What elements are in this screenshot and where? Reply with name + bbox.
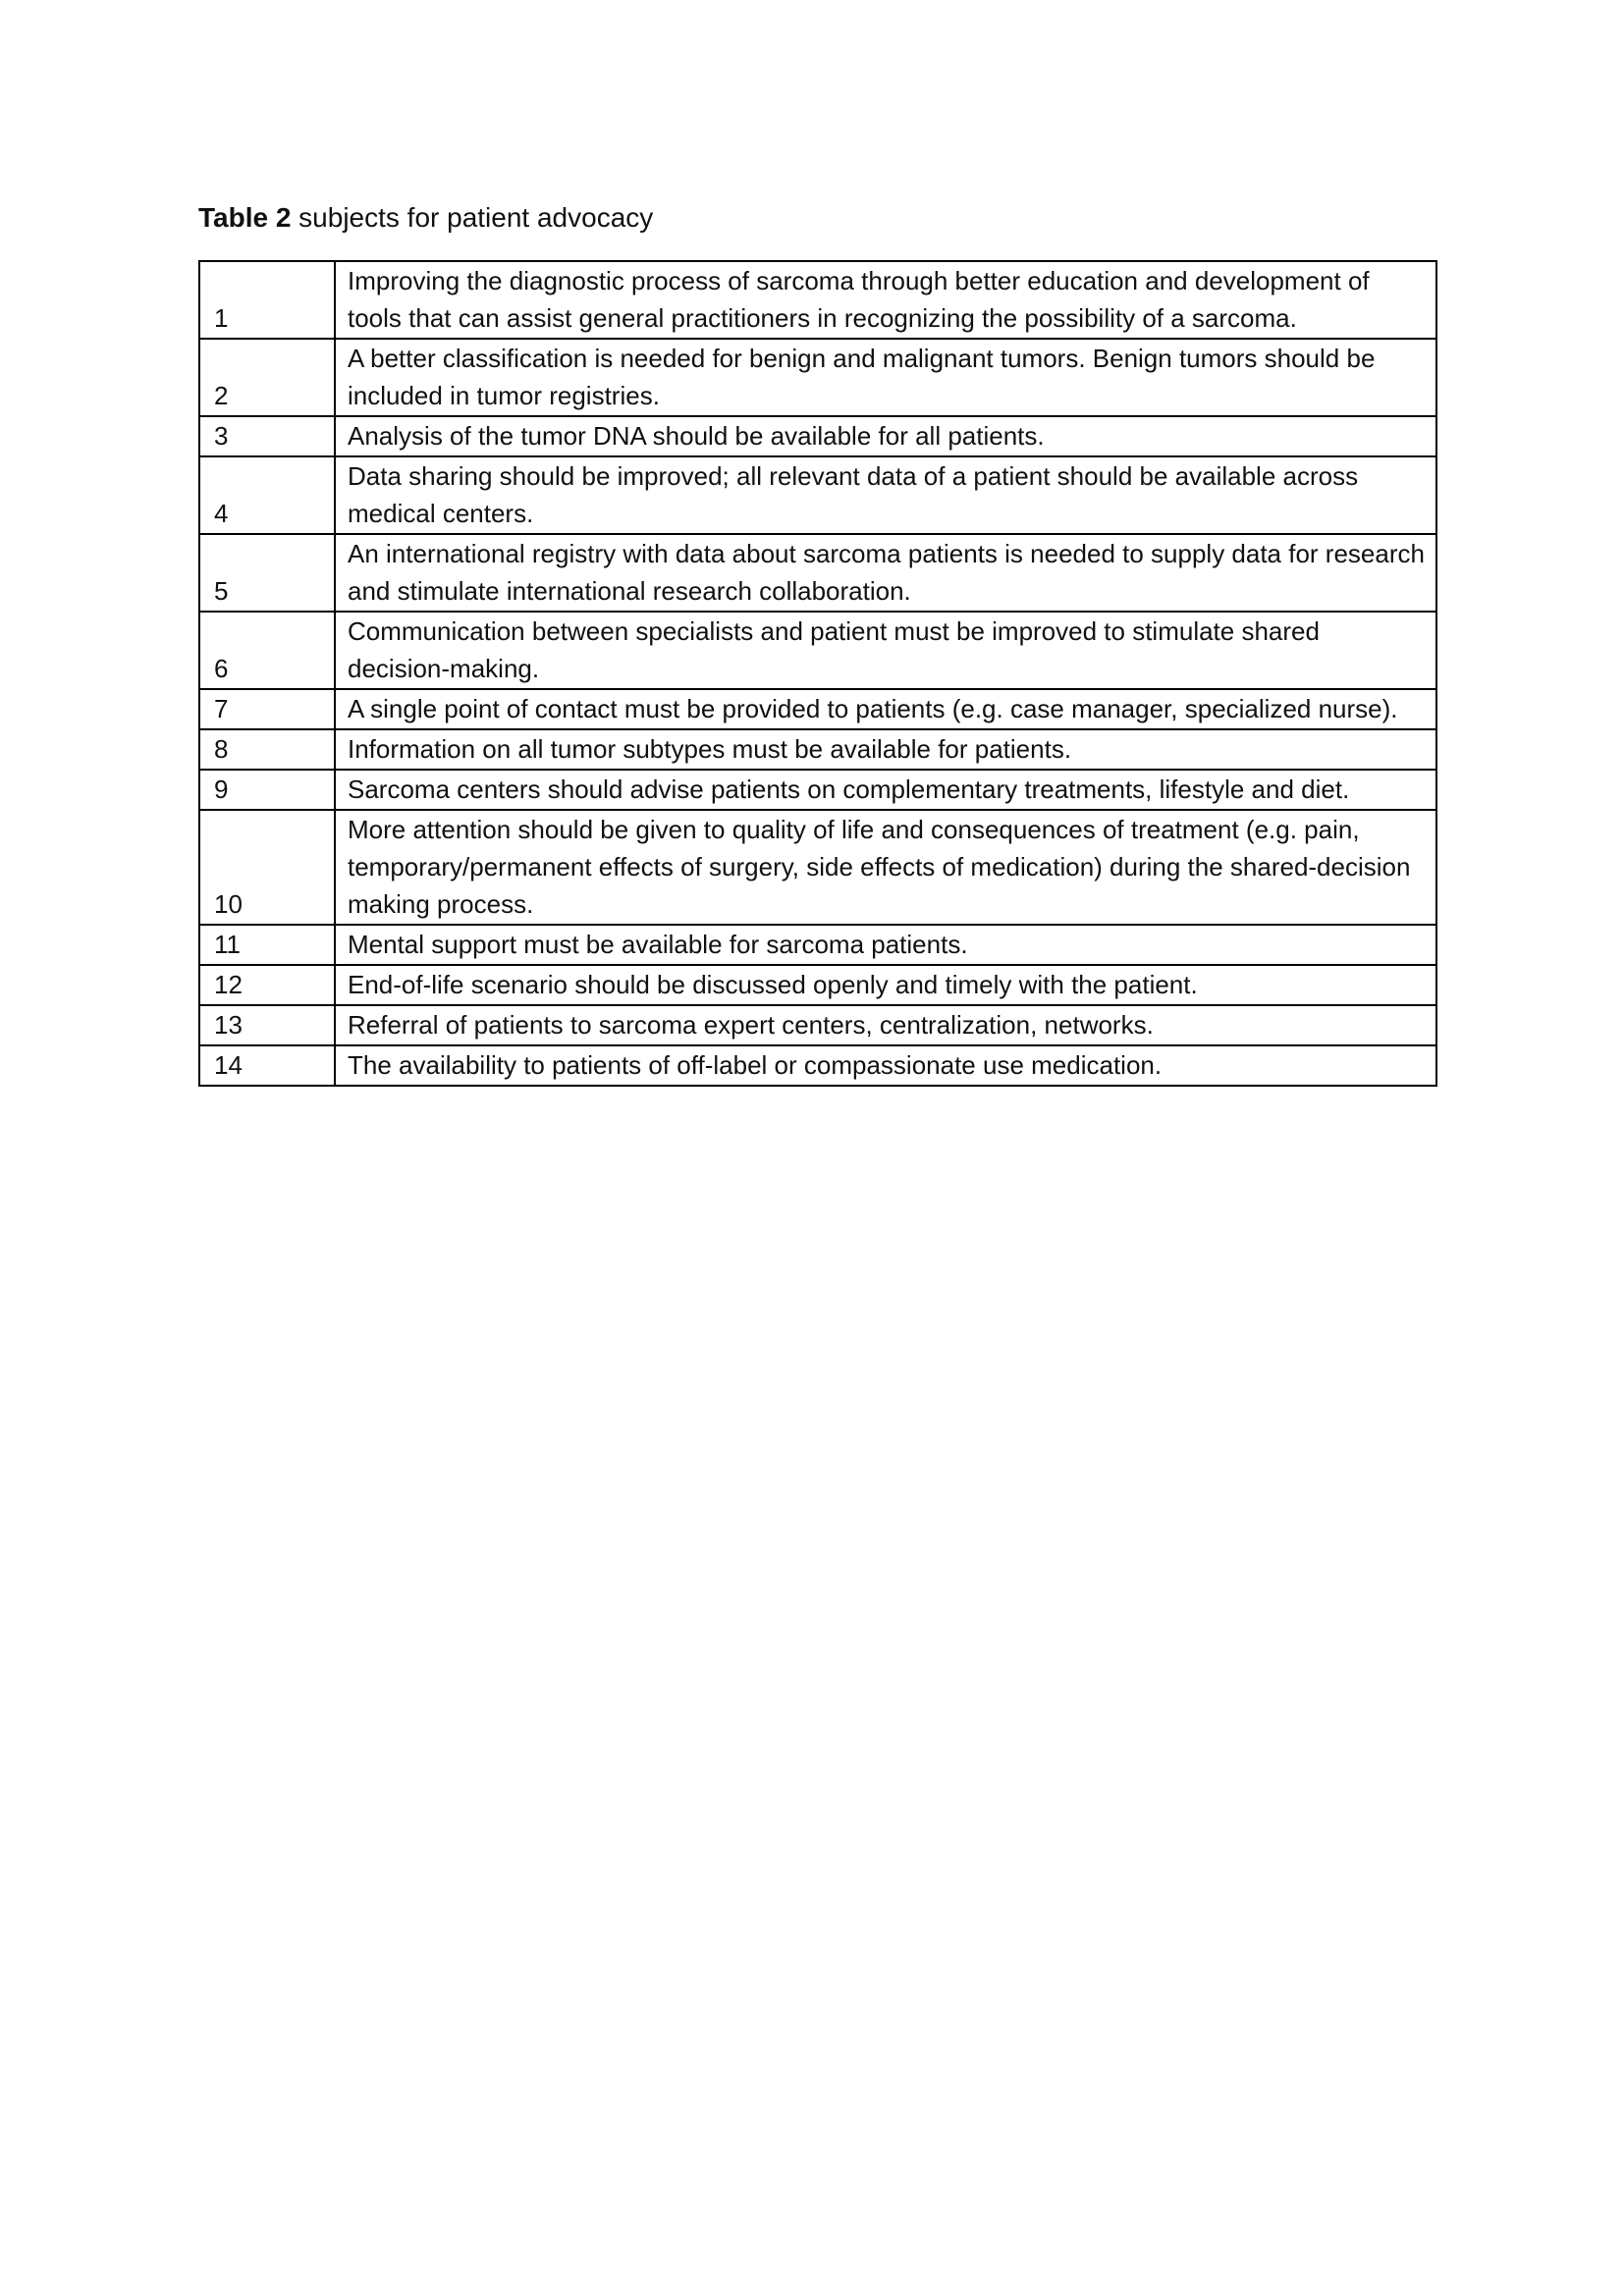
row-subject: Referral of patients to sarcoma expert centers, centralization, networks. [335, 1005, 1436, 1045]
table-row [199, 925, 1436, 965]
row-number: 4 [199, 456, 335, 534]
table-row [199, 261, 1436, 339]
row-number: 6 [199, 612, 335, 689]
table-row [199, 339, 1436, 416]
table-caption-label: Table 2 [198, 202, 292, 233]
table-row [199, 456, 1436, 534]
row-number: 3 [199, 416, 335, 456]
row-number: 12 [199, 965, 335, 1005]
row-subject: Sarcoma centers should advise patients on complementary treatments, lifestyle and diet. [335, 770, 1436, 810]
row-number: 13 [199, 1005, 335, 1045]
advocacy-subjects-table [198, 260, 1437, 1087]
row-number: 8 [199, 729, 335, 770]
row-number: 14 [199, 1045, 335, 1086]
table-row [199, 810, 1436, 925]
row-subject: Communication between specialists and patient must be improved to stimulate shared decision-making. [335, 612, 1436, 689]
row-subject: A better classification is needed for benign and malignant tumors. Benign tumors should be included in tumor registries. [335, 339, 1436, 416]
table-row [199, 416, 1436, 456]
table-row [199, 534, 1436, 612]
table-row [199, 770, 1436, 810]
row-subject: More attention should be given to quality of life and consequences of treatment (e.g. pain, temporary/permanent effects of surgery, side effects of medication) during the shared-decision making process. [335, 810, 1436, 925]
table-body [199, 261, 1436, 1086]
table-caption-text: subjects for patient advocacy [291, 202, 654, 233]
table-row [199, 612, 1436, 689]
row-number: 1 [199, 261, 335, 339]
row-subject: End-of-life scenario should be discussed openly and timely with the patient. [335, 965, 1436, 1005]
row-subject: Data sharing should be improved; all relevant data of a patient should be available across medical centers. [335, 456, 1436, 534]
row-subject: A single point of contact must be provided to patients (e.g. case manager, specialized nurse). [335, 689, 1436, 729]
table-row [199, 1045, 1436, 1086]
row-number: 7 [199, 689, 335, 729]
table-row [199, 965, 1436, 1005]
table-row [199, 729, 1436, 770]
row-number: 5 [199, 534, 335, 612]
row-subject: The availability to patients of off-label or compassionate use medication. [335, 1045, 1436, 1086]
row-subject: Mental support must be available for sarcoma patients. [335, 925, 1436, 965]
table-row [199, 1005, 1436, 1045]
row-number: 2 [199, 339, 335, 416]
row-subject: An international registry with data about sarcoma patients is needed to supply data for research and stimulate international research collaboration. [335, 534, 1436, 612]
row-subject: Analysis of the tumor DNA should be available for all patients. [335, 416, 1436, 456]
row-subject: Improving the diagnostic process of sarcoma through better education and development of tools that can assist general practitioners in recognizing the possibility of a sarcoma. [335, 261, 1436, 339]
table-caption [198, 200, 653, 236]
row-number: 9 [199, 770, 335, 810]
row-subject: Information on all tumor subtypes must be available for patients. [335, 729, 1436, 770]
row-number: 11 [199, 925, 335, 965]
row-number: 10 [199, 810, 335, 925]
table-row [199, 689, 1436, 729]
